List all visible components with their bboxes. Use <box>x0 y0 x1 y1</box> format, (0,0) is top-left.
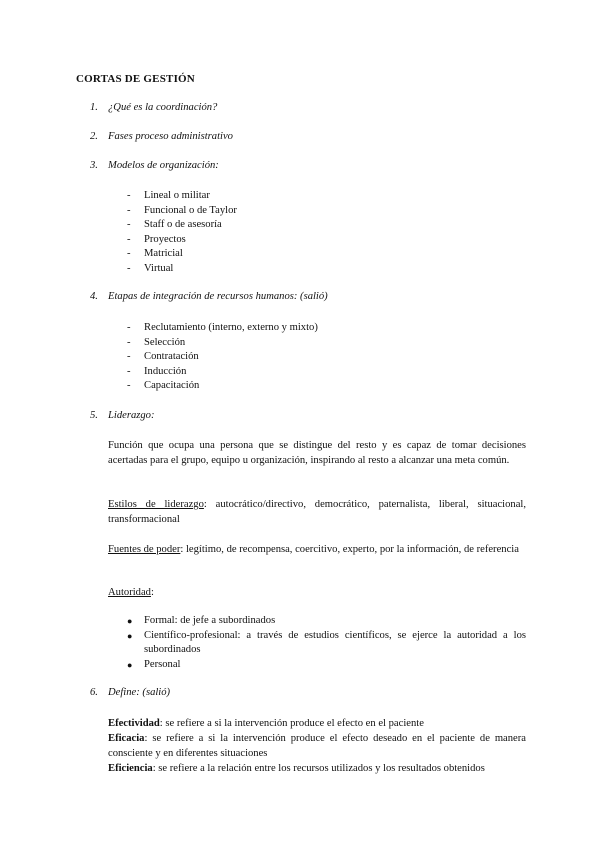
autoridad-heading: Autoridad: <box>108 587 154 598</box>
list-item: - Matricial <box>127 248 183 259</box>
autoridad-label: Autoridad <box>108 587 151 598</box>
estilos-label: Estilos de liderazgo <box>108 499 204 510</box>
estilos-liderazgo <box>108 497 526 527</box>
list-item: - Proyectos <box>127 233 186 245</box>
list-item: - Inducción <box>127 365 187 377</box>
list-item: - Reclutamiento (interno, externo y mixto) <box>127 322 318 333</box>
list-item: ● Personal <box>127 658 526 673</box>
list-item: ● Formal: de jefe a subordinados <box>127 614 526 629</box>
etapas-list <box>127 321 318 394</box>
question-number: 2. <box>90 131 98 142</box>
list-item: - Contratación <box>127 351 199 362</box>
question-number: 3. <box>90 160 98 171</box>
list-item: - Funcional o de Taylor <box>127 204 237 216</box>
bullet-icon: ● <box>127 630 133 641</box>
question-text: Etapas de integración de recursos humanos: (salió) <box>108 291 328 302</box>
autoridad-list <box>127 614 526 672</box>
fuentes-poder <box>108 542 526 557</box>
definition-efectividad: Efectividad: se refiere a si la intervención produce el efecto en el paciente <box>108 718 424 729</box>
question-text: Fases proceso administrativo <box>108 131 233 142</box>
list-item: - Capacitación <box>127 380 200 391</box>
question-3 <box>90 160 219 171</box>
liderazgo-definition: Función que ocupa una persona que se distingue del resto y es capaz de tomar decisiones acertadas para el grupo, equipo u organización, inspirando al resto a alcanzar una meta común. <box>108 440 526 466</box>
list-item: - Virtual <box>127 262 174 274</box>
question-text: ¿Qué es la coordinación? <box>108 102 218 113</box>
list-item: - Staff o de asesoría <box>127 219 222 230</box>
question-text: Modelos de organización: <box>108 160 219 171</box>
question-text: Define: (salió) <box>108 687 171 698</box>
question-6 <box>90 687 170 698</box>
question-number: 5. <box>90 410 98 421</box>
definition-eficacia: Eficacia: se refiere a si la intervención produce el efecto deseado en el paciente de manera consciente y en diferentes situaciones <box>108 733 526 759</box>
bullet-icon: ● <box>127 659 133 670</box>
question-2 <box>90 131 233 142</box>
question-number: 6. <box>90 687 98 698</box>
definiciones-block <box>108 716 526 776</box>
fuentes-text: : legítimo, de recompensa, coercitivo, experto, por la información, de referencia <box>180 544 519 555</box>
question-1 <box>90 102 217 113</box>
estilos-text: : autocrático/directivo, democrático, paternalista, liberal, situacional, transformacional <box>108 499 526 525</box>
modelos-list <box>127 189 237 276</box>
document-title: CORTAS DE GESTIÓN <box>76 73 195 85</box>
bullet-icon: ● <box>127 616 133 626</box>
list-item: - Selección <box>127 336 186 348</box>
question-5 <box>90 410 155 421</box>
definition-eficiencia: Eficiencia: se refiere a la relación entre los recursos utilizados y los resultados obtenidos <box>108 763 485 774</box>
list-item: ● Científico-profesional: a través de estudios científicos, se ejerce la autoridad a los subordinados <box>127 629 526 655</box>
question-number: 1. <box>90 102 98 113</box>
question-4 <box>90 291 328 302</box>
question-text: Liderazgo: <box>108 410 155 421</box>
question-number: 4. <box>90 291 98 302</box>
fuentes-label: Fuentes de poder <box>108 544 181 555</box>
list-item: - Lineal o militar <box>127 190 210 201</box>
